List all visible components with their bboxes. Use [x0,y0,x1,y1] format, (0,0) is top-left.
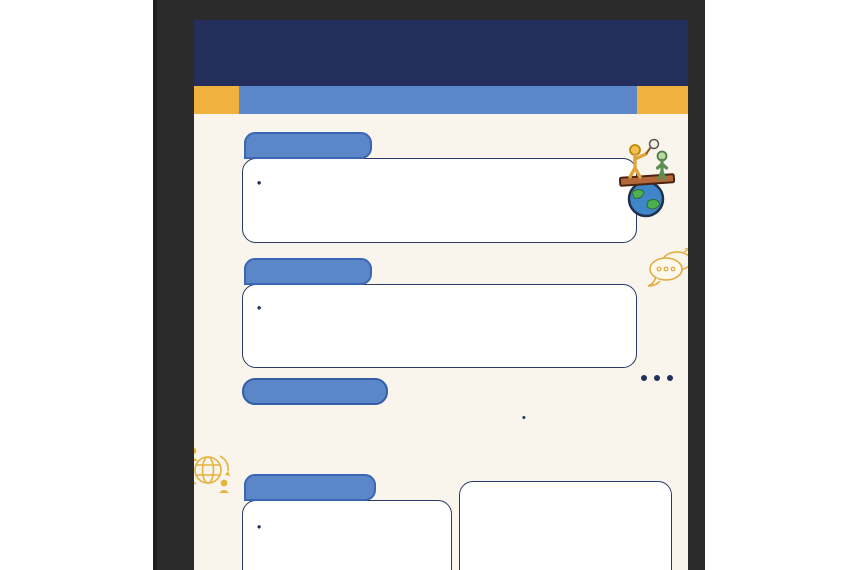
tab-discussion [244,474,376,501]
discussion-card [242,500,452,570]
migrant-workers-globe-icon [619,138,675,225]
poster-header [194,20,688,86]
research-focus-card [242,284,637,368]
tab-research-focus [244,258,372,285]
methodology-column-research-method [242,408,364,411]
subtitle-band-blue [239,86,637,114]
donut-chart-card [459,481,672,570]
poster [194,20,688,570]
methodology-column-references [522,408,676,411]
introduction-card [242,158,637,243]
tab-methodology [242,378,388,405]
speech-bubble-icon [646,248,688,295]
methodology-column-data-sample [366,408,518,411]
tab-introduction [244,132,372,159]
subtitle-band [194,86,688,114]
dimmed-page-backdrop [153,0,705,570]
ellipsis-decoration [641,375,673,381]
global-migration-icon [194,438,236,503]
donut-chart-title [460,482,671,492]
